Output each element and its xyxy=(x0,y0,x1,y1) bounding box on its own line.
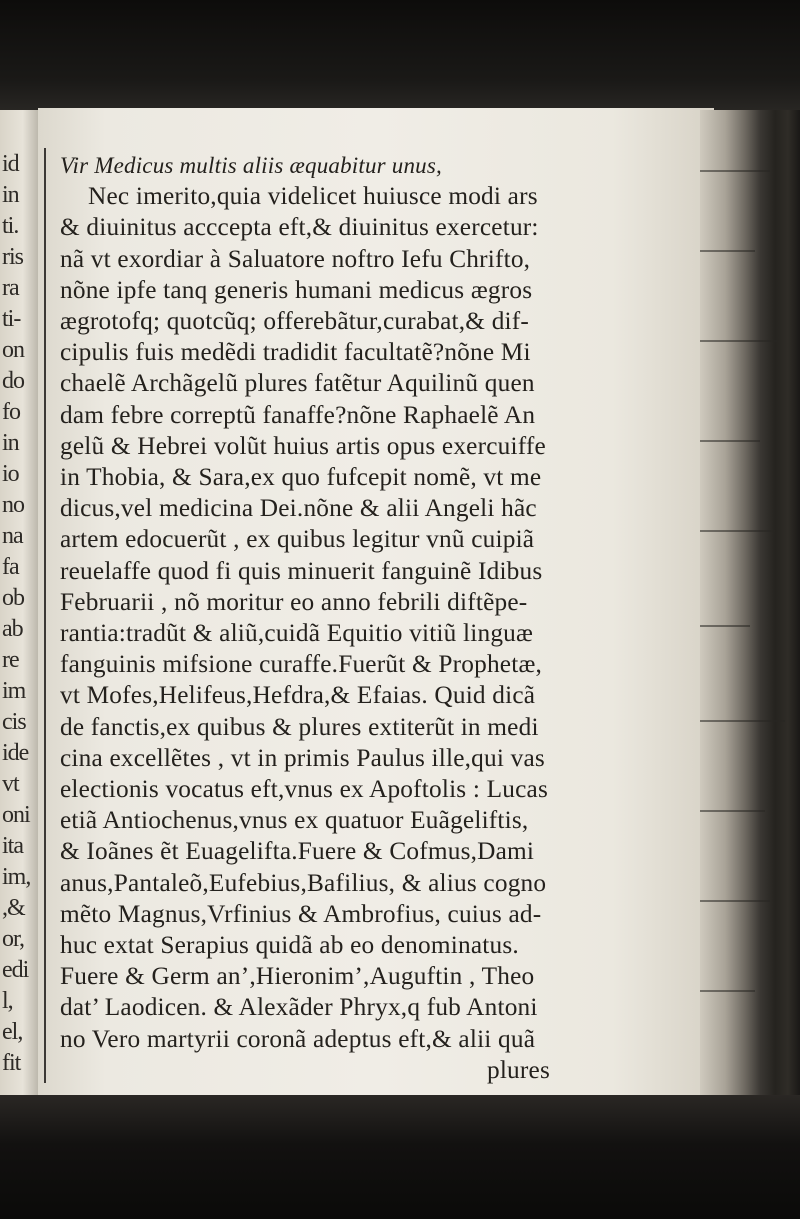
text-line: Nec imerito,quia videlicet huiusce modi ars xyxy=(88,182,538,211)
prev-page-fragment: ris xyxy=(2,245,23,269)
prev-page-fragment: ob xyxy=(2,586,24,610)
prev-page-fragment: in xyxy=(2,431,19,455)
text-line: & Ioãnes ẽt Euagelifta.Fuere & Cofmus,Dami xyxy=(60,837,535,866)
text-line: dam febre correptũ fanaffe?nõne Raphaelẽ An xyxy=(60,400,536,429)
text-line: Fuere & Germ an’,Hieronim’,Auguftin , Theo xyxy=(60,962,535,991)
prev-page-fragment: re xyxy=(2,648,19,672)
page-text xyxy=(60,150,700,1086)
text-line: vt Mofes,Helifeus,Hefdra,& Efaias. Quid dicã xyxy=(60,681,536,710)
text-line: fanguinis mifsione curaffe.Fuerũt & Prophetæ, xyxy=(60,650,543,679)
text-line-heading: Vir Medicus multis aliis æquabitur unus, xyxy=(60,153,442,178)
text-line: mẽto Magnus,Vrfinius & Ambrofius, cuius ad- xyxy=(60,899,542,928)
text-line: rantia:tradũt & aliũ,cuidã Equitio vitiũ linguæ xyxy=(60,619,534,648)
prev-page-fragment: id xyxy=(2,152,19,176)
prev-page-fragment: ti. xyxy=(2,214,19,238)
prev-page-fragment: cis xyxy=(2,710,26,734)
text-line: gelũ & Hebrei volũt huius artis opus exercuiffe xyxy=(60,431,546,460)
prev-page-fragment: el, xyxy=(2,1020,23,1044)
prev-page-fragment: ab xyxy=(2,617,23,641)
catchword: plures xyxy=(486,1055,550,1084)
text-line: nõne ipfe tanq generis humani medicus ægros xyxy=(60,275,533,304)
text-line: anus,Pantaleõ,Eufebius,Bafilius, & alius cogno xyxy=(60,868,547,897)
prev-page-fragment: ita xyxy=(2,834,23,858)
prev-page-fragment: or, xyxy=(2,927,25,951)
text-line: cipulis fuis medẽdi tradidit facultatẽ?nõne Mi xyxy=(60,338,531,367)
prev-page-fragment: in xyxy=(2,183,19,207)
prev-page-fragment: ti- xyxy=(2,307,21,331)
prev-page-fragment: fo xyxy=(2,400,20,424)
text-line: etiã Antiochenus,vnus ex quatuor Euãgeliftis, xyxy=(60,806,529,835)
prev-page-fragment: fa xyxy=(2,555,19,579)
prev-page-fragment: io xyxy=(2,462,19,486)
prev-page-fragment: vt xyxy=(2,772,19,796)
text-line: reuelaffe quod fi quis minuerit fanguinẽ Idibus xyxy=(60,556,543,585)
text-line: no Vero martyrii coronã adeptus eft,& alii quã xyxy=(60,1024,536,1053)
text-line: dat’ Laodicen. & Alexãder Phryx,q fub Antoni xyxy=(60,993,538,1022)
prev-page-fragment: l, xyxy=(2,989,13,1013)
prev-page-fragment: edi xyxy=(2,958,29,982)
text-line: Februarii , nõ moritur eo anno febrili diftẽpe- xyxy=(60,587,528,616)
prev-page-fragment: ide xyxy=(2,741,29,765)
text-line: huc extat Serapius quidã ab eo denominatus. xyxy=(60,931,519,960)
scan-top-margin xyxy=(0,0,800,115)
prev-page-fragment: oni xyxy=(2,803,30,827)
previous-page-sliver xyxy=(0,110,38,1100)
text-line: cina excellẽtes , vt in primis Paulus ille,qui vas xyxy=(60,743,545,772)
prev-page-fragment: na xyxy=(2,524,23,548)
text-line: in Thobia, & Sara,ex quo fufcepit nomẽ, vt me xyxy=(60,463,542,492)
text-line: de fanctis,ex quibus & plures extiterũt in medi xyxy=(60,712,539,741)
prev-page-fragment: do xyxy=(2,369,24,393)
prev-page-fragment: ra xyxy=(2,276,19,300)
text-line: electionis vocatus eft,vnus ex Apoftolis : Lucas xyxy=(60,775,549,804)
prev-page-fragment: ,& xyxy=(2,896,25,920)
prev-page-fragment: fit xyxy=(2,1051,21,1075)
text-line: chaelẽ Archãgelũ plures fatẽtur Aquilinũ quen xyxy=(60,369,535,398)
text-line: ægrotofq; quotcũq; offerebãtur,curabat,& dif- xyxy=(60,307,530,336)
prev-page-fragment: im xyxy=(2,679,26,703)
page-edges-binding xyxy=(700,110,800,1100)
page-rule xyxy=(44,148,46,1083)
prev-page-fragment: no xyxy=(2,493,24,517)
prev-page-fragment: im, xyxy=(2,865,31,889)
text-line: & diuinitus acccepta eft,& diuinitus exercetur: xyxy=(60,213,539,242)
text-line: nã vt exordiar à Saluatore noftro Iefu Chrifto, xyxy=(60,244,531,273)
text-line: dicus,vel medicina Dei.nõne & alii Angeli hãc xyxy=(60,494,537,523)
text-line: artem edocuerũt , ex quibus legitur vnũ cuipiã xyxy=(60,525,535,554)
prev-page-fragment: on xyxy=(2,338,24,362)
scan-bottom-margin xyxy=(0,1095,800,1219)
